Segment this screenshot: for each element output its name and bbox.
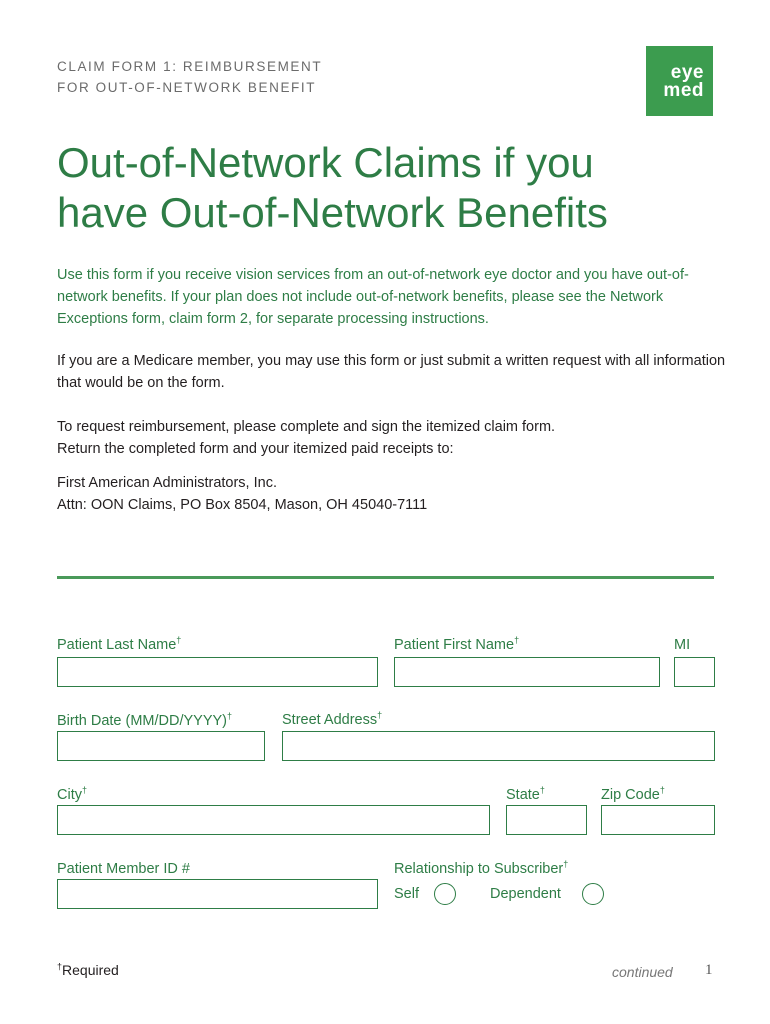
address-line-2: Attn: OON Claims, PO Box 8504, Mason, OH 45040-7111 xyxy=(57,497,428,513)
logo-text-2: med xyxy=(663,80,704,101)
street-address-field[interactable] xyxy=(282,731,715,761)
dependent-radio[interactable] xyxy=(582,883,604,905)
member-id-label: Patient Member ID # xyxy=(57,861,190,877)
zip-code-label: Zip Code† xyxy=(601,785,665,803)
eyemed-logo xyxy=(646,46,713,116)
city-label: City† xyxy=(57,785,87,803)
form-header xyxy=(57,56,322,98)
request-paragraph xyxy=(57,416,737,460)
mi-label: MI xyxy=(674,637,691,653)
continued-note: continued xyxy=(612,964,673,980)
intro-paragraph: Use this form if you receive vision services from an out-of-network eye doctor and you have out-of-network benefits. If your plan does not include out-of-network benefits, please see the Network Exceptions form, claim form 2, for separate processing instructions. xyxy=(57,267,689,327)
address-line-1: First American Administrators, Inc. xyxy=(57,475,277,491)
page-number: 1 xyxy=(705,962,713,978)
logo-text-1: eye xyxy=(670,62,704,83)
member-id-field[interactable] xyxy=(57,879,378,909)
state-field[interactable] xyxy=(506,805,587,835)
last-name-field[interactable] xyxy=(57,657,378,687)
section-divider xyxy=(57,576,714,579)
title-line-1: Out-of-Network Claims if you xyxy=(57,139,594,186)
birth-date-label: Birth Date (MM/DD/YYYY)† xyxy=(57,711,233,729)
request-line-1: To request reimbursement, please complete and sign the itemized claim form. xyxy=(57,419,556,435)
self-radio[interactable] xyxy=(434,883,456,905)
header-line-2: FOR OUT-OF-NETWORK BENEFIT xyxy=(57,80,317,95)
required-note: †Required xyxy=(57,961,119,978)
birth-date-field[interactable] xyxy=(57,731,265,761)
page-title xyxy=(57,138,737,238)
mi-field[interactable] xyxy=(674,657,715,687)
header-line-1: CLAIM FORM 1: REIMBURSEMENT xyxy=(57,59,323,74)
relationship-label: Relationship to Subscriber† xyxy=(394,859,569,877)
city-field[interactable] xyxy=(57,805,490,835)
first-name-field[interactable] xyxy=(394,657,660,687)
dependent-label: Dependent xyxy=(490,886,561,902)
first-name-label: Patient First Name† xyxy=(394,635,520,653)
mailing-address xyxy=(57,472,737,516)
title-line-2: have Out-of-Network Benefits xyxy=(57,189,608,236)
medicare-paragraph: If you are a Medicare member, you may use this form or just submit a written request with all information that would be on the form. xyxy=(57,353,726,391)
zip-code-field[interactable] xyxy=(601,805,715,835)
last-name-label: Patient Last Name† xyxy=(57,635,182,653)
self-label: Self xyxy=(394,886,419,902)
state-label: State† xyxy=(506,785,545,803)
street-address-label: Street Address† xyxy=(282,710,383,728)
request-line-2: Return the completed form and your itemized paid receipts to: xyxy=(57,441,454,457)
